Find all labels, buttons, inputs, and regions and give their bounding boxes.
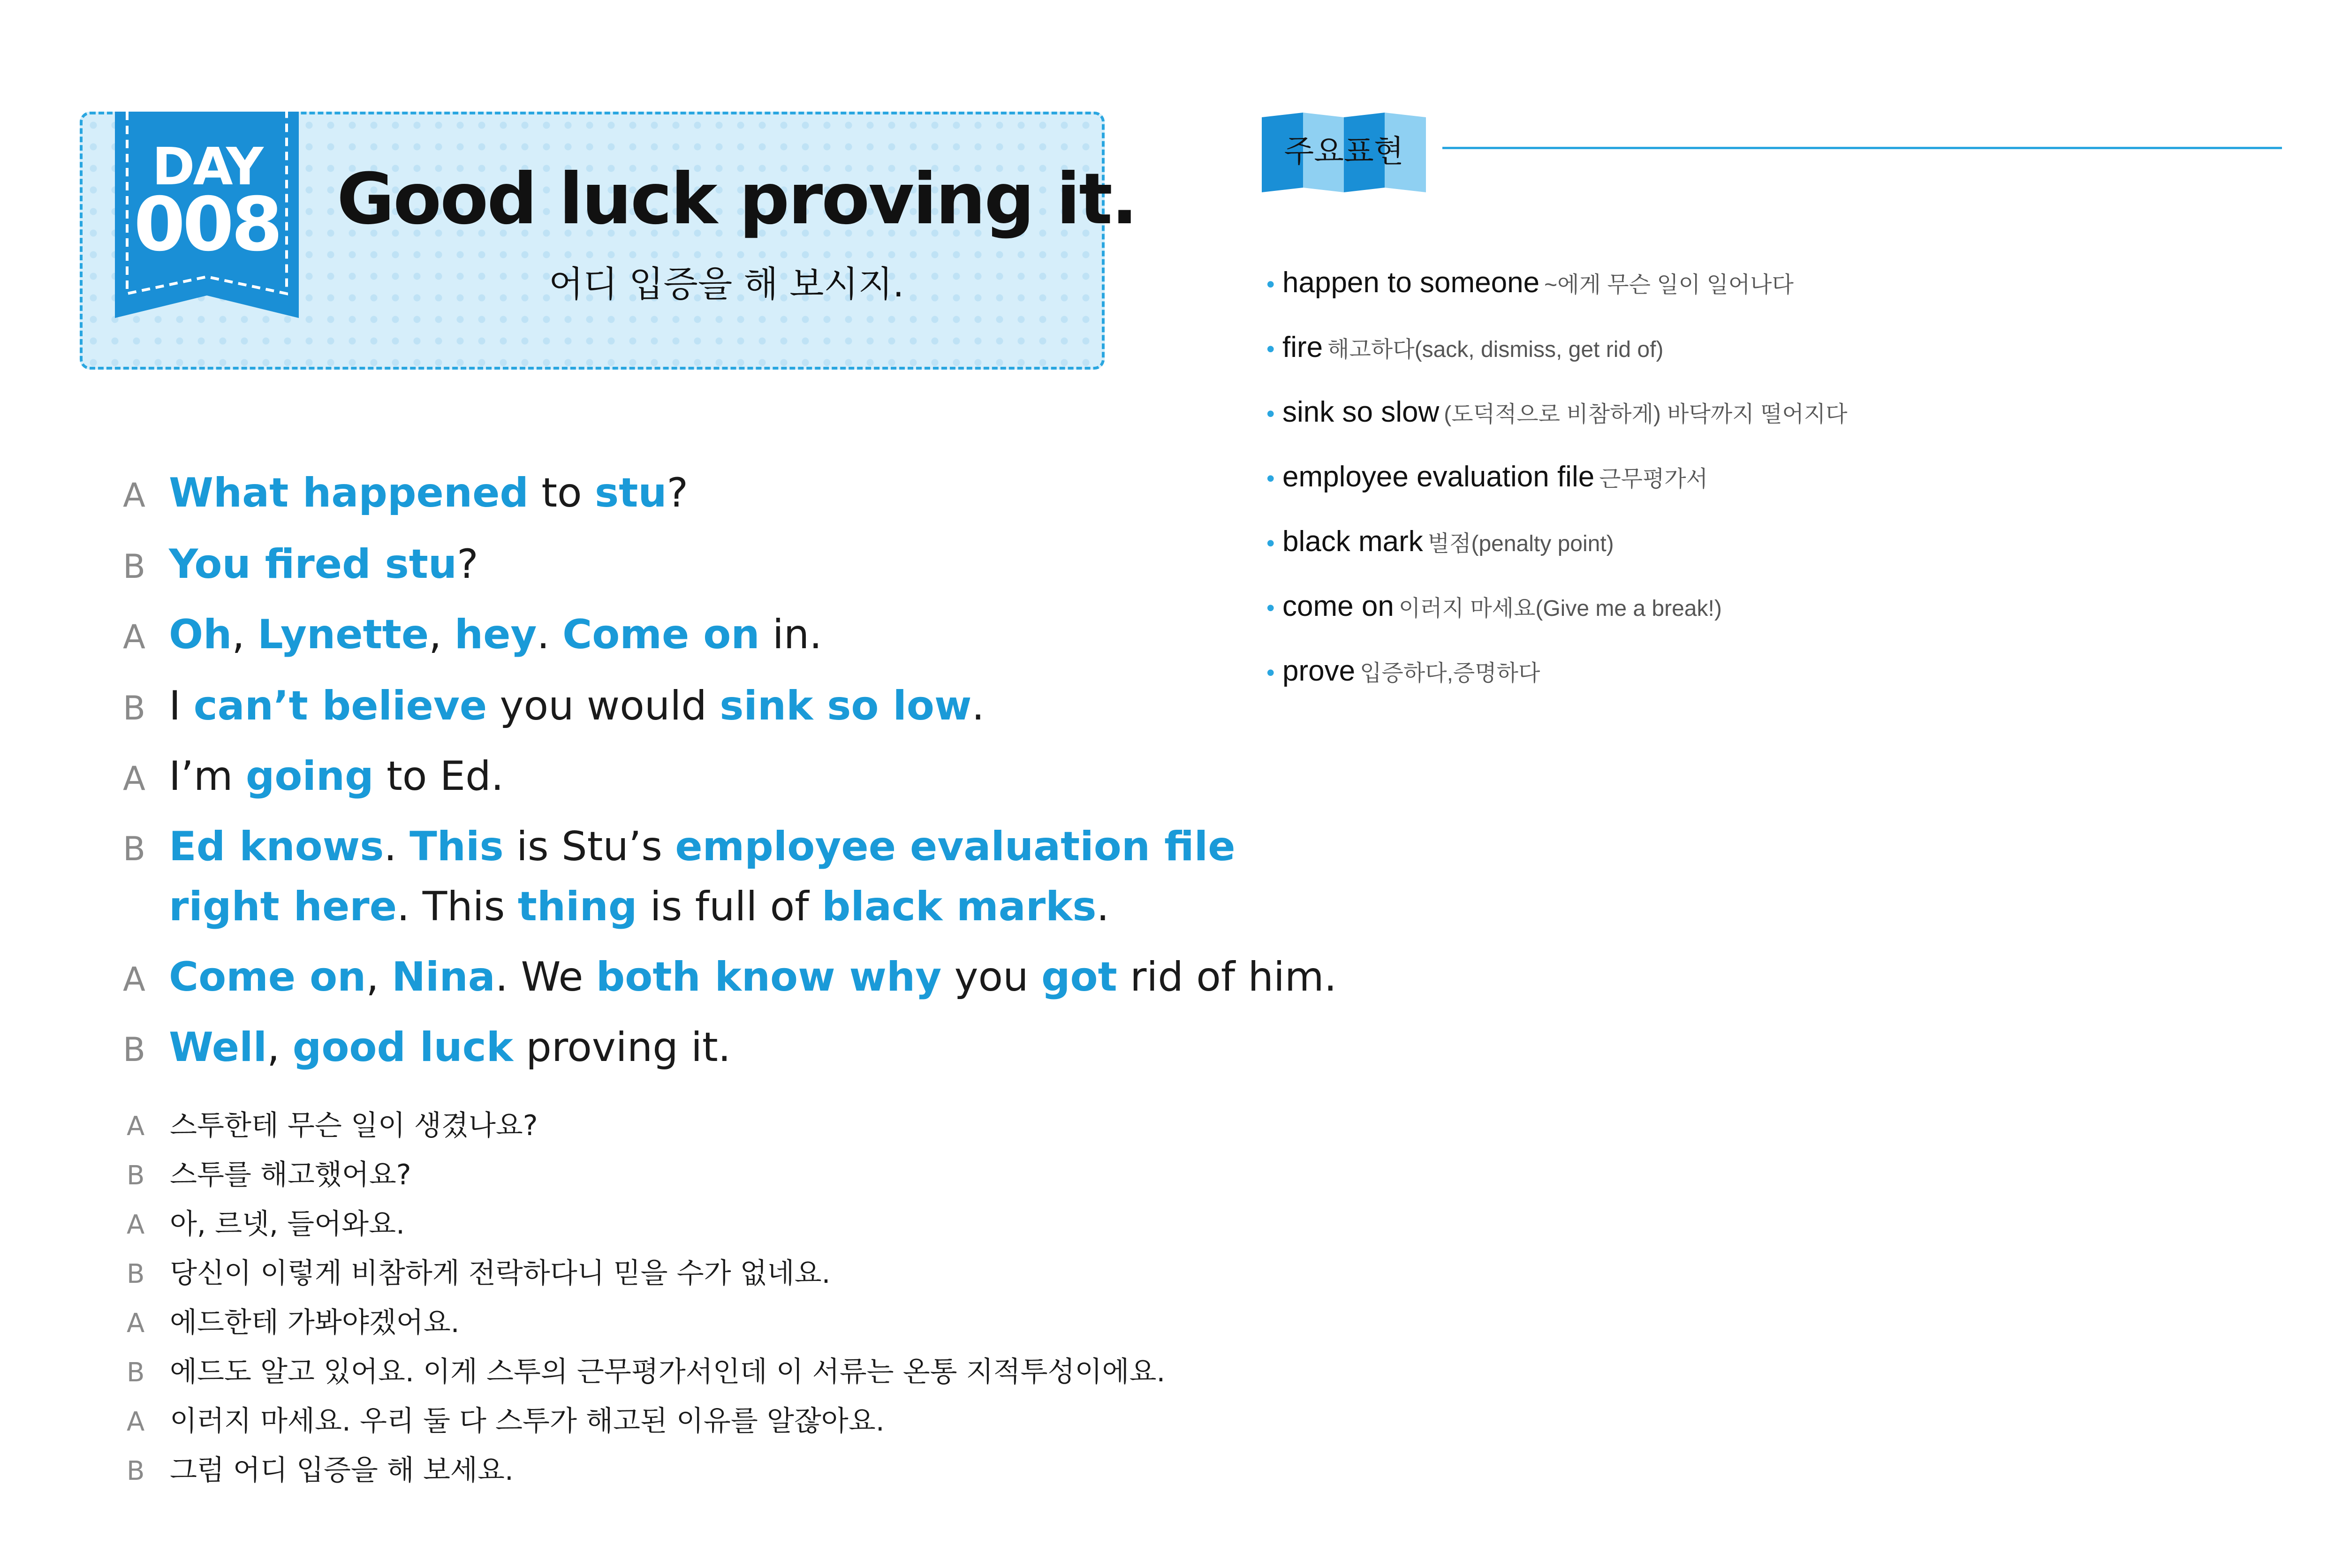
speaker-label: A: [123, 476, 145, 515]
dialogue-text: is Stu’s: [503, 823, 675, 870]
korean-text: 아, 르넷, 들어와요.: [170, 1208, 405, 1241]
bullet-icon: •: [1266, 336, 1275, 362]
speaker-label: A: [127, 1308, 145, 1339]
dialogue-text: ,: [232, 611, 258, 658]
korean-line: [127, 1109, 538, 1142]
expression-korean: 이러지 마세요(Give me a break!): [1398, 596, 1722, 621]
key-phrase: employee evaluation file: [675, 823, 1236, 870]
speaker-label: B: [127, 1160, 145, 1191]
dialogue-text: you would: [487, 682, 720, 729]
dialogue-line: [123, 1024, 731, 1071]
dialogue-text: .: [537, 611, 563, 658]
expression-korean: ~에게 무슨 일이 일어나다: [1544, 273, 1794, 297]
key-phrase: Come on: [169, 954, 366, 1000]
expression-item: [1266, 268, 1794, 297]
day-number: 008: [134, 182, 280, 268]
expression-english: prove: [1282, 655, 1356, 687]
korean-text: 스투한테 무슨 일이 생겼나요?: [170, 1109, 538, 1142]
key-phrase: Well: [169, 1024, 267, 1071]
page-subtitle: 어디 입증을 해 보시지.: [549, 263, 904, 305]
expression-item: [1266, 333, 1663, 362]
dialogue-text: ?: [457, 541, 478, 588]
key-phrase: black marks: [821, 883, 1097, 930]
expression-item: [1266, 657, 1540, 686]
dialogue-text: . We: [495, 954, 596, 1000]
dialogue-text: in.: [759, 611, 822, 658]
speaker-label: B: [123, 689, 146, 727]
speaker-label: B: [123, 547, 146, 586]
key-phrase: hey: [454, 611, 537, 658]
dialogue-text: ?: [667, 470, 689, 516]
speaker-label: A: [127, 1210, 145, 1240]
dialogue-text: . This: [397, 883, 518, 930]
bullet-icon: •: [1266, 659, 1275, 686]
key-phrase: good luck: [292, 1024, 513, 1071]
speaker-label: B: [123, 830, 146, 868]
speaker-label: B: [127, 1259, 145, 1289]
expression-korean: 해고하다(sack, dismiss, get rid of): [1327, 337, 1664, 362]
key-phrase: right here: [169, 883, 397, 930]
expression-korean: (도덕적으로 비참하게) 바닥까지 떨어지다: [1444, 402, 1848, 427]
dialogue-text: is full of: [637, 883, 822, 930]
expression-korean: 입증하다,증명하다: [1360, 661, 1540, 686]
dialogue-line: [123, 682, 985, 729]
dialogue-text: ,: [429, 611, 455, 658]
speaker-label: B: [127, 1456, 145, 1486]
dialogue-line: [123, 611, 822, 658]
dialogue-text: .: [384, 823, 410, 870]
speaker-label: A: [123, 759, 145, 798]
bullet-icon: •: [1266, 271, 1275, 297]
expression-english: happen to someone: [1282, 266, 1540, 299]
korean-line: [127, 1208, 405, 1241]
key-phrase: stu: [595, 470, 667, 516]
key-phrase: got: [1041, 954, 1117, 1000]
dialogue-text: proving it.: [513, 1024, 731, 1071]
dialogue-text: you: [941, 954, 1041, 1000]
key-phrase: This: [409, 823, 504, 870]
speaker-label: A: [127, 1111, 145, 1142]
expression-english: black mark: [1282, 525, 1423, 558]
key-phrase: sink so low: [720, 682, 972, 729]
dialogue-line: [123, 541, 478, 588]
bullet-icon: •: [1266, 401, 1275, 427]
expression-item: [1266, 592, 1722, 621]
dialogue-text: I: [169, 682, 194, 729]
korean-line: [127, 1259, 831, 1288]
korean-line: [127, 1161, 411, 1189]
korean-text: 에드한테 가봐야겠어요.: [170, 1306, 460, 1339]
speaker-label: A: [127, 1407, 145, 1437]
dialogue-line: [123, 753, 504, 800]
key-phrase: both know why: [596, 954, 942, 1000]
key-phrase: going: [245, 753, 374, 800]
expression-korean: 벌점(penalty point): [1427, 531, 1614, 556]
speaker-label: A: [123, 618, 145, 656]
section-divider: [1442, 147, 2282, 149]
key-phrase: You fired stu: [169, 541, 457, 588]
speaker-label: B: [127, 1357, 145, 1388]
korean-text: 그럼 어디 입증을 해 보세요.: [170, 1454, 514, 1487]
key-phrase: thing: [517, 883, 637, 930]
key-phrase: Oh: [169, 611, 232, 658]
korean-line: [127, 1405, 885, 1438]
day-label: DAY: [152, 136, 262, 197]
key-phrase: Nina: [392, 954, 495, 1000]
dialogue-text: ,: [267, 1024, 293, 1071]
key-phrase: can’t believe: [193, 682, 487, 729]
dialogue-line-continuation: [169, 883, 1109, 930]
dialogue-text: to: [529, 470, 595, 516]
expression-english: come on: [1282, 590, 1394, 622]
korean-text: 당신이 이렇게 비참하게 전락하다니 믿을 수가 없네요.: [170, 1257, 831, 1290]
korean-text: 이러지 마세요. 우리 둘 다 스투가 해고된 이유를 알잖아요.: [170, 1405, 885, 1438]
expression-english: fire: [1282, 331, 1323, 364]
bullet-icon: •: [1266, 465, 1275, 492]
expression-english: employee evaluation file: [1282, 461, 1595, 493]
korean-line: [127, 1306, 460, 1339]
dialogue-text: .: [971, 682, 985, 729]
korean-line: [127, 1456, 514, 1485]
bullet-icon: •: [1266, 530, 1275, 556]
expression-korean: 근무평가서: [1599, 467, 1708, 492]
dialogue-text: .: [1096, 883, 1109, 930]
speaker-label: B: [123, 1030, 146, 1069]
page-title: Good luck proving it.: [337, 159, 1137, 240]
expression-item: [1266, 527, 1614, 556]
dialogue-text: rid of him.: [1117, 954, 1337, 1000]
key-phrase: Come on: [562, 611, 760, 658]
korean-line: [127, 1358, 1165, 1386]
bullet-icon: •: [1266, 595, 1275, 621]
dialogue-line: [123, 954, 1337, 1000]
korean-text: 스투를 해고했어요?: [170, 1159, 411, 1191]
expression-item: [1266, 398, 1847, 427]
key-phrase: What happened: [169, 470, 529, 516]
dialogue-line: [123, 470, 689, 516]
dialogue-text: I’m: [169, 753, 246, 800]
expression-item: [1266, 462, 1708, 492]
dialogue-line: [123, 823, 1236, 870]
key-phrase: Lynette: [258, 611, 429, 658]
expression-english: sink so slow: [1282, 396, 1440, 428]
dialogue-text: to Ed.: [373, 753, 504, 800]
key-phrase: Ed knows: [169, 823, 384, 870]
speaker-label: A: [123, 960, 145, 999]
korean-text: 에드도 알고 있어요. 이게 스투의 근무평가서인데 이 서류는 온통 지적투성이에요.: [170, 1356, 1166, 1388]
dialogue-text: ,: [366, 954, 392, 1000]
key-expressions-title: 주요표현: [1284, 133, 1404, 169]
